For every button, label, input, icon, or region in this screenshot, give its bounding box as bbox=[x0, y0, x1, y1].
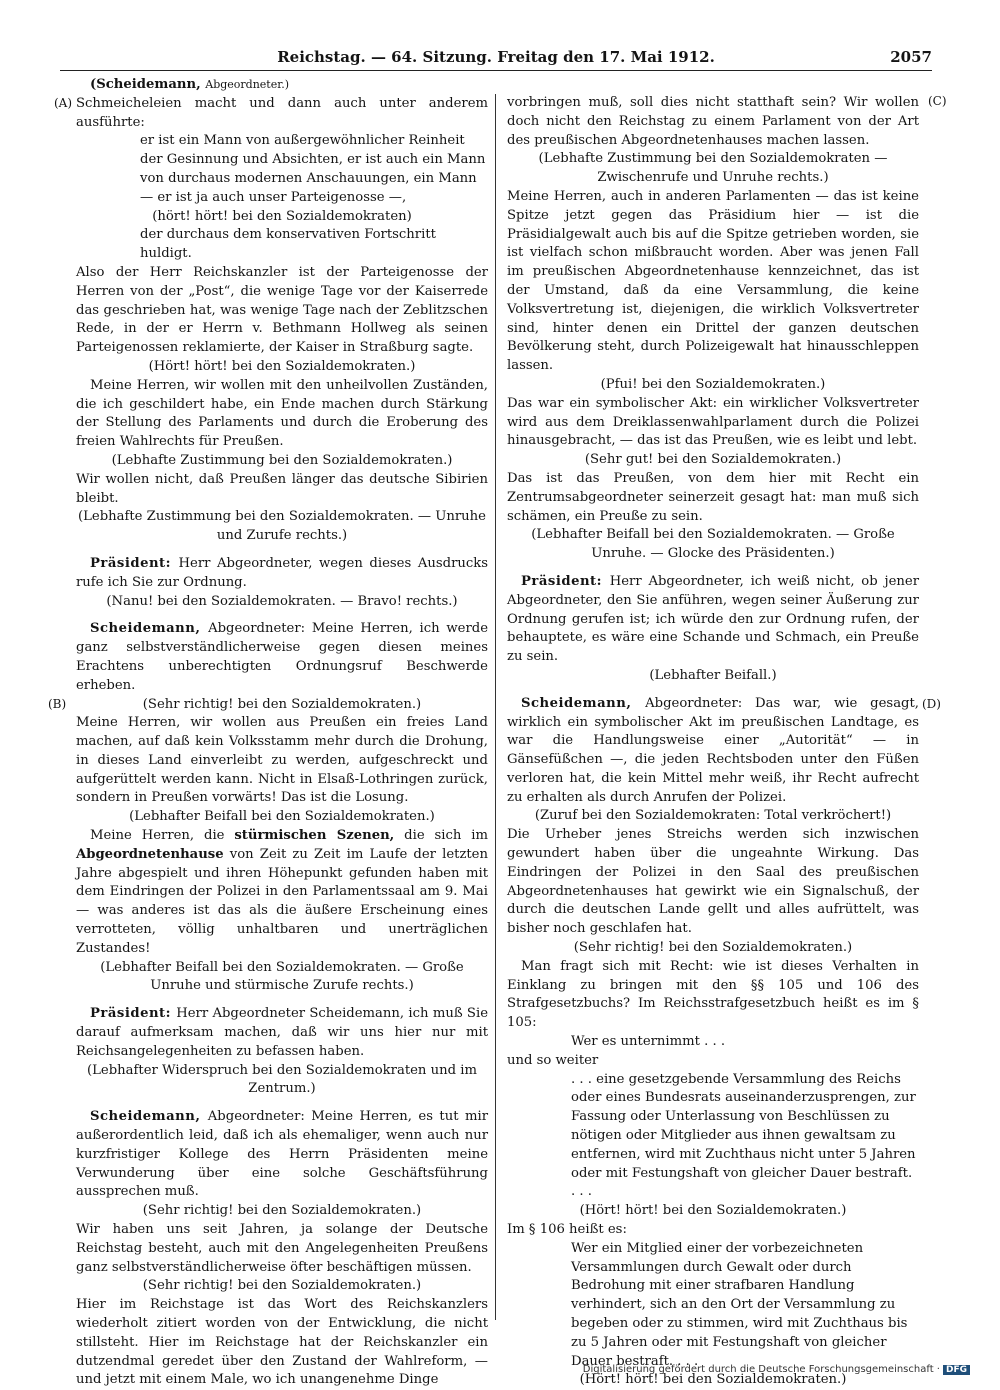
footer-text: Digitalisierung gefördert durch die Deutsche Forschungsgemeinschaft · bbox=[582, 1364, 940, 1375]
speech-text: Abgeordneter: Meine Herren, ich werde ganz selbstverständlicherweise gegen diesen meines Erachtens unberechtigten Ordnungsruf Beschwerde erheben. bbox=[76, 621, 489, 693]
paragraph: Wir wollen nicht, daß Preußen länger das deutsche Sibirien bleibt. bbox=[76, 471, 488, 506]
speech-scheidemann bbox=[507, 695, 919, 808]
interjection: (Lebhafter Beifall.) bbox=[649, 667, 777, 683]
quote: . . . eine gesetzgebende Versammlung des Reichs oder eines Bundesrats auseinanderzusprengen, zur Fassung oder Unterlassung von Beschlüssen zu nötigen oder Mitglieder aus ihnen gewaltsam zu entfernen, wird mit Zuchthaus nicht unter 5 Jahren oder mit Festungshaft von gleicher Dauer bestraft. . . . bbox=[571, 1071, 916, 1200]
paragraph: Meine Herren, wir wollen mit den unheilvollen Zuständen, die ich geschildert habe, ein Ende machen durch Stärkung der Stellung des Parlaments und durch die Eroberung des freien Wahlrechts für Preußen. bbox=[76, 377, 488, 450]
interjection: (Lebhafte Zustimmung bei den Sozialdemokraten.) bbox=[111, 452, 453, 468]
interjection: (Sehr richtig! bei den Sozialdemokraten.) bbox=[573, 940, 853, 956]
interjection: (Lebhafter Beifall bei den Sozialdemokraten. — Große Unruhe und stürmische Zurufe rechts.) bbox=[100, 959, 464, 994]
speech-president bbox=[507, 573, 919, 667]
interjection: (Hört! hört! bei den Sozialdemokraten.) bbox=[148, 358, 416, 374]
paragraph: Man fragt sich mit Recht: wie ist dieses Verhalten in Einklang zu bringen mit den §§ 105 und 106 des Strafgesetzbuchs? Im Reichsstrafgesetzbuch heißt es im § 105: bbox=[507, 958, 919, 1031]
interjection: (Zuruf bei den Sozialdemokraten: Total verkröchert!) bbox=[534, 808, 892, 824]
paragraph: Die Urheber jenes Streichs werden sich inzwischen gewundert haben über die ungeahnte Wirkung. Das Eindringen der Polizei in den Saal des preußischen Abgeordnetenhauses hat gewirkt wie ein Signalschuß, der durch die deutschen Lande gellt und alles aufrüttelt, was bisher noch geschlafen hat. bbox=[507, 827, 919, 937]
margin-marker-d: (D) bbox=[922, 697, 941, 711]
speech-text: Herr Abgeordneter, ich weiß nicht, ob jener Abgeordneter, den Sie anführen, wegen seiner Äußerung zur Ordnung gerufen ist; ich würde den zur Ordnung rufen, der behauptete, es wäre eine Schande und Schmach, ein Preuße zu sein. bbox=[507, 573, 919, 665]
paragraph: Schmeicheleien macht und dann auch unter anderem ausführte: bbox=[76, 95, 488, 130]
paragraph: Meine Herren, wir wollen aus Preußen ein freies Land machen, auf daß kein Volksstamm mehr durch die Drohung, in dieses Land einverleibt zu werden, aufgeschreckt und aufgerüttelt werden kann. Nicht in Elsaß-Lothringen zurück, sondern in Preußen vorwärts! Das ist die Losung. bbox=[76, 715, 488, 806]
quote: er ist ein Mann von außergewöhnlicher Reinheit der Gesinnung und Absichten, er ist auch ein Mann von durchaus modernen Anschauungen, ein Mann — er ist ja auch unser Parteigenosse —, bbox=[140, 133, 486, 205]
interjection: (Nanu! bei den Sozialdemokraten. — Bravo! rechts.) bbox=[106, 593, 458, 609]
speaker-name: Präsident: bbox=[90, 555, 179, 571]
speech-text: Abgeordneter: Das war, wie gesagt, wirklich ein symbolischer Akt im preußischen Landtage, es war die Handlungsweise einer „Autorität“ — in Gänsefüßchen —, die jeden Rechtsboden unter den Füßen verloren hat, die kein Mittel mehr weiß, ihr Recht aufrecht zu erhalten als durch Anrufen der Polizei. bbox=[507, 695, 919, 805]
paragraph: Meine Herren, auch in anderen Parlamenten — das ist keine Spitze jetzt gegen das Präsidium hier — ist die Präsidialgewalt auch bis auf die Spitze getrieben worden, sie ist vielfach schon mißbraucht worden. Aber was jenen Fall im preußischen Abgeordnetenhause kennzeichnet, das ist der Umstand, daß da eine Versammlung, die keine Volksvertretung ist, diejenigen, die wirklich Volksvertreter sind, hinter denen ein Drittel der ganzen deutschen Bevölkerung steht, durch Polizeigewalt hat hinausschleppen lassen. bbox=[507, 188, 919, 374]
interjection: (Sehr richtig! bei den Sozialdemokraten.) bbox=[142, 1203, 422, 1219]
paragraph: vorbringen muß, soll dies nicht statthaft sein? Wir wollen doch nicht den Reichstag zu einem Parlament von der Art des preußischen Abgeordnetenhauses machen lassen. bbox=[507, 95, 919, 148]
margin-marker-a: (A) bbox=[54, 96, 73, 110]
left-column bbox=[76, 76, 488, 1390]
interjection: (Lebhafter Beifall bei den Sozialdemokraten. — Große Unruhe. — Glocke des Präsidenten.) bbox=[531, 527, 895, 562]
funding-footer bbox=[583, 1364, 970, 1375]
interjection: (Lebhafte Zustimmung bei den Sozialdemokraten — Zwischenrufe und Unruhe rechts.) bbox=[538, 151, 888, 186]
speech-president bbox=[76, 1005, 488, 1061]
paragraph: und so weiter bbox=[507, 1052, 599, 1068]
speaker-name: (Scheidemann, bbox=[90, 77, 206, 92]
speaker-name: Präsident: bbox=[90, 1006, 177, 1022]
interjection: (Sehr richtig! bei den Sozialdemokraten.) bbox=[142, 1278, 422, 1294]
margin-marker-b: (B) bbox=[48, 697, 67, 711]
paragraph: Also der Herr Reichskanzler ist der Parteigenosse der Herren von der „Post“, die wenige Tage vor der Kaiserrede das geschrieben hat, was wenige Tage nach der Zeblitzschen Rede, in der er Herrn v. Bethmann Hollweg als seinen Parteigenossen reklamierte, der Kaiser in Straßburg sagte. bbox=[76, 264, 488, 356]
speaker-name: Scheidemann, bbox=[90, 621, 209, 637]
interjection: (Lebhafter Widerspruch bei den Sozialdemokraten und im Zentrum.) bbox=[87, 1062, 477, 1097]
interjection: (Lebhafte Zustimmung bei den Sozialdemokraten. — Unruhe und Zurufe rechts.) bbox=[78, 509, 486, 544]
text-run: die sich im bbox=[394, 828, 488, 844]
interjection: (Hört! hört! bei den Sozialdemokraten.) bbox=[579, 1203, 847, 1219]
interjection: (Sehr gut! bei den Sozialdemokraten.) bbox=[584, 452, 842, 468]
right-column bbox=[507, 94, 919, 1390]
quote: der durchaus dem konservativen Fortschritt huldigt. bbox=[140, 227, 436, 262]
speech-scheidemann bbox=[76, 1108, 488, 1202]
speech-president bbox=[76, 555, 488, 593]
emphasis-text: stürmischen Szenen, bbox=[234, 828, 395, 844]
margin-marker-c: (C) bbox=[928, 94, 947, 108]
text-run: Meine Herren, die bbox=[90, 828, 235, 844]
emphasis-text: Abgeordnetenhause bbox=[76, 846, 224, 862]
column-divider bbox=[495, 94, 496, 1320]
quote: Wer es unternimmt . . . bbox=[571, 1034, 726, 1050]
speaker-note bbox=[76, 76, 488, 95]
speech-text: Abgeordneter: Meine Herren, es tut mir außerordentlich leid, daß ich als ehemaliger, wenn auch nur kurzfristiger Kollege des Herrn Präsidenten meine Verwunderung über eine solche Geschäftsführung aussprechen muß. bbox=[76, 1109, 489, 1200]
paragraph: Im § 106 heißt es: bbox=[507, 1222, 627, 1238]
paragraph: Wir haben uns seit Jahren, ja solange der Deutsche Reichstag besteht, auch mit den Angelegenheiten Preußens ganz selbstverständlicherweise öfter beschäftigen müssen. bbox=[76, 1222, 488, 1275]
speaker-name: Präsident: bbox=[521, 573, 610, 589]
running-title: Reichstag. — 64. Sitzung. Freitag den 17. Mai 1912. bbox=[277, 48, 715, 66]
speech-text: Herr Abgeordneter, wegen dieses Ausdrucks rufe ich Sie zur Ordnung. bbox=[76, 555, 489, 590]
paragraph bbox=[76, 827, 488, 959]
paragraph: Das war ein symbolischer Akt: ein wirklicher Volksvertreter wird aus dem Dreiklassenwahlparlament durch die Polizei hinausgebracht, — das ist das Preußen, wie es leibt und lebt. bbox=[507, 395, 919, 449]
page-header bbox=[60, 48, 932, 71]
page-number: 2057 bbox=[890, 48, 932, 66]
speech-scheidemann bbox=[76, 620, 488, 695]
paragraph: Das ist das Preußen, von dem hier mit Recht ein Zentrumsabgeordneter seinerzeit gesagt hat: man muß sich schämen, ein Preuße zu sein. bbox=[507, 470, 919, 524]
quote: Wer ein Mitglied einer der vorbezeichneten Versammlungen durch Gewalt oder durch Bedrohung mit einer strafbaren Handlung verhindert, sich an den Ort der Versammlung zu begeben oder zu stimmen, wird mit Zuchthaus bis zu 5 Jahren oder mit Festungshaft von gleicher Dauer bestraft. . . . bbox=[571, 1240, 908, 1369]
interjection: (Sehr richtig! bei den Sozialdemokraten.) bbox=[142, 696, 422, 712]
dfg-logo: DFG bbox=[943, 1365, 970, 1375]
speaker-role: Abgeordneter.) bbox=[205, 78, 290, 91]
speech-text: Herr Abgeordneter Scheidemann, ich muß Sie darauf aufmerksam machen, daß wir uns hier nur mit Reichsangelegenheiten zu befassen haben. bbox=[76, 1006, 488, 1059]
paragraph: Hier im Reichstage ist das Wort des Reichskanzlers wiederholt zitiert worden von der Entwicklung, die nicht stillsteht. Hier im Reichstage hat der Reichskanzler ein dutzendmal geredet über den Zustand der Wahlreform, — und jetzt mit einem Male, wo ich unangenehme Dinge bbox=[76, 1297, 488, 1388]
interjection: (Pfui! bei den Sozialdemokraten.) bbox=[600, 376, 826, 392]
speaker-name: Scheidemann, bbox=[90, 1109, 208, 1125]
interjection: (Lebhafter Beifall bei den Sozialdemokraten.) bbox=[129, 809, 435, 825]
interjection: (hört! hört! bei den Sozialdemokraten) bbox=[152, 208, 412, 224]
interjection: (Hört! hört! bei den Sozialdemokraten.) bbox=[579, 1372, 847, 1388]
text-run: von Zeit zu Zeit im Laufe der letzten Jahre abgespielt und ihren Höhepunkt gefunden haben mit dem Eindringen der Polizei in den Parlamentssaal am 9. Mai — was anderes ist das als die äußere Erscheinung eines verrotteten, völlig unhaltbaren und unerträglichen Zustandes! bbox=[76, 846, 488, 956]
speaker-name: Scheidemann, bbox=[521, 695, 646, 711]
